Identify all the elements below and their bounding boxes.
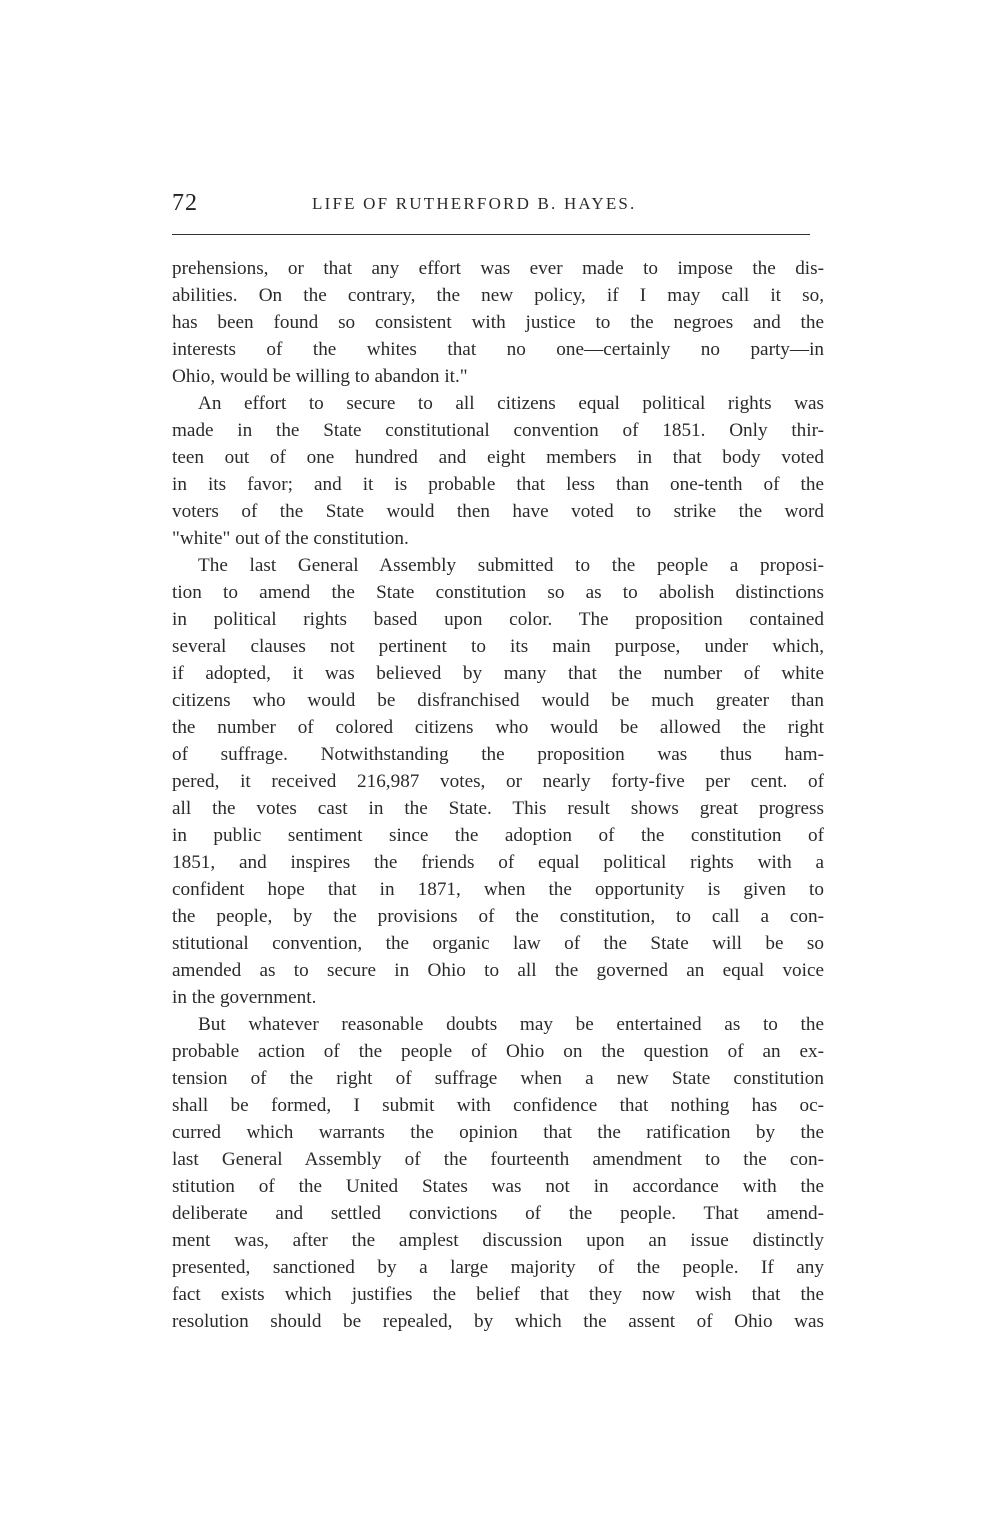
text-line: of suffrage. Notwithstanding the proposition was thus ham- — [172, 744, 824, 765]
text-line: stitutional convention, the organic law of the State will be so — [172, 933, 824, 954]
header-rule — [172, 234, 810, 235]
text-line: "white" out of the constitution. — [172, 528, 409, 549]
text-line: last General Assembly of the fourteenth amendment to the con- — [172, 1149, 824, 1170]
running-head: LIFE OF RUTHERFORD B. HAYES. — [312, 194, 637, 213]
text-line: in political rights based upon color. The proposition contained — [172, 609, 824, 630]
text-line: in public sentiment since the adoption of the constitution of — [172, 825, 824, 846]
text-line: curred which warrants the opinion that the ratification by the — [172, 1122, 824, 1143]
text-line: 1851, and inspires the friends of equal political rights with a — [172, 852, 824, 873]
text-line: made in the State constitutional convention of 1851. Only thir- — [172, 420, 824, 441]
text-line: the people, by the provisions of the constitution, to call a con- — [172, 906, 824, 927]
paragraph-start-line: But whatever reasonable doubts may be entertained as to the — [198, 1014, 824, 1035]
text-line: has been found so consistent with justice to the negroes and the — [172, 312, 824, 333]
text-line: presented, sanctioned by a large majority of the people. If any — [172, 1257, 824, 1278]
text-line: if adopted, it was believed by many that the number of white — [172, 663, 824, 684]
paragraph-start-line: An effort to secure to all citizens equal political rights was — [198, 393, 824, 414]
body-text — [172, 255, 824, 1335]
text-line: abilities. On the contrary, the new policy, if I may call it so, — [172, 285, 824, 306]
text-line: citizens who would be disfranchised would be much greater than — [172, 690, 824, 711]
text-line: interests of the whites that no one—certainly no party—in — [172, 339, 824, 360]
text-line: pered, it received 216,987 votes, or nearly forty-five per cent. of — [172, 771, 824, 792]
text-line: prehensions, or that any effort was ever made to impose the dis- — [172, 258, 824, 279]
text-line: fact exists which justifies the belief that they now wish that the — [172, 1284, 824, 1305]
text-line: all the votes cast in the State. This result shows great progress — [172, 798, 824, 819]
text-line: in its favor; and it is probable that less than one-tenth of the — [172, 474, 824, 495]
text-line: resolution should be repealed, by which the assent of Ohio was — [172, 1311, 824, 1332]
text-line: Ohio, would be willing to abandon it." — [172, 366, 468, 387]
text-line: amended as to secure in Ohio to all the governed an equal voice — [172, 960, 824, 981]
text-line: shall be formed, I submit with confidence that nothing has oc- — [172, 1095, 824, 1116]
text-line: tension of the right of suffrage when a new State constitution — [172, 1068, 824, 1089]
text-line: teen out of one hundred and eight members in that body voted — [172, 447, 824, 468]
text-line: in the government. — [172, 987, 317, 1008]
text-line: probable action of the people of Ohio on the question of an ex- — [172, 1041, 824, 1062]
page-number: 72 — [172, 190, 198, 216]
text-line: ment was, after the amplest discussion upon an issue distinctly — [172, 1230, 824, 1251]
page-header — [172, 190, 810, 220]
text-line: voters of the State would then have voted to strike the word — [172, 501, 824, 522]
text-line: several clauses not pertinent to its main purpose, under which, — [172, 636, 824, 657]
text-line: deliberate and settled convictions of the people. That amend- — [172, 1203, 824, 1224]
text-line: stitution of the United States was not in accordance with the — [172, 1176, 824, 1197]
text-line: tion to amend the State constitution so as to abolish distinctions — [172, 582, 824, 603]
paragraph-start-line: The last General Assembly submitted to the people a proposi- — [198, 555, 824, 576]
text-line: confident hope that in 1871, when the opportunity is given to — [172, 879, 824, 900]
text-line: the number of colored citizens who would be allowed the right — [172, 717, 824, 738]
